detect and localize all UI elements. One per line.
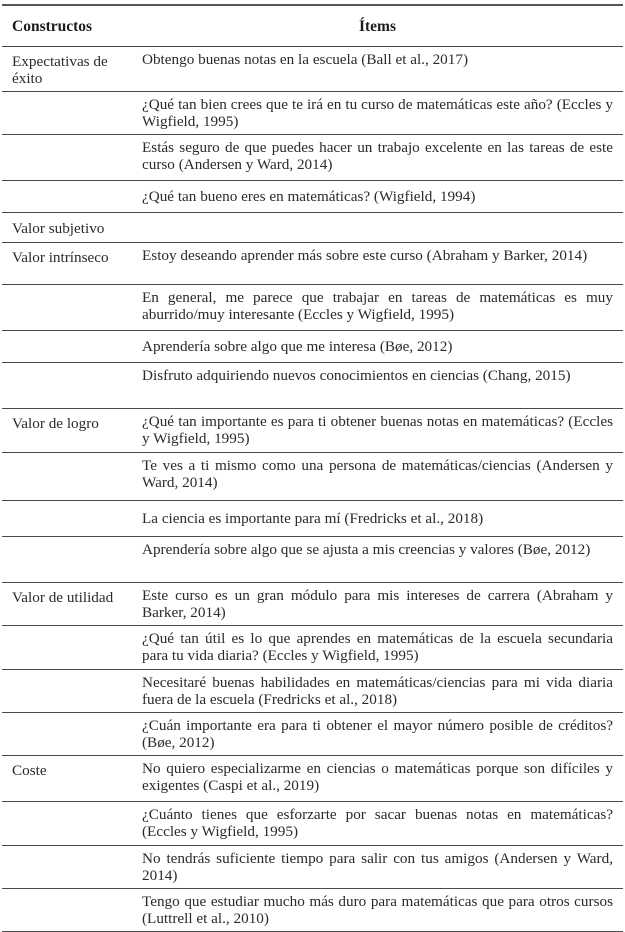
construct-cell [2,501,132,537]
table-header-row [2,5,623,47]
table-row [2,181,623,213]
table-row [2,537,623,583]
table-row [2,583,623,626]
construct-cell: Valor de utilidad [12,589,114,606]
table-row [2,626,623,670]
item-cell: La ciencia es importante para mí (Fredricks et al., 2018) [142,510,484,527]
item-cell: Estoy deseando aprender más sobre este curso (Abraham y Barker, 2014) [142,247,588,264]
construct-cell [2,889,132,932]
item-cell: Estás seguro de que puedes hacer un trabajo excelente en las tareas de este curso (Andersen y Ward, 2014) [142,139,613,173]
item-cell: Aprendería sobre algo que se ajusta a mis creencias y valores (Bøe, 2012) [142,541,591,558]
construct-cell: Expectativas de éxito [12,53,108,87]
construct-cell [2,670,132,713]
table-row [2,802,623,846]
construct-cell [2,135,132,181]
table-row [2,285,623,331]
item-cell: ¿Cuánto tienes que esforzarte por sacar buenas notas en matemáticas? (Eccles y Wigfield, 1995) [142,806,613,840]
item-cell: No tendrás suficiente tiempo para salir con tus amigos (Andersen y Ward, 2014) [142,850,613,884]
table-row [2,363,623,409]
table-row [2,453,623,501]
item-cell: ¿Qué tan bueno eres en matemáticas? (Wigfield, 1994) [142,188,476,205]
item-cell [132,213,623,243]
item-cell: Necesitaré buenas habilidades en matemáticas/ciencias para mi vida diaria fuera de la escuela (Fredricks et al., 2018) [142,674,613,708]
construct-cell [2,453,132,501]
table-row [2,756,623,802]
construct-cell [2,626,132,670]
item-cell: Disfruto adquiriendo nuevos conocimientos en ciencias (Chang, 2015) [142,367,571,384]
item-cell: ¿Qué tan bien crees que te irá en tu curso de matemáticas este año? (Eccles y Wigfield, 1995) [142,96,613,130]
table-row [2,92,623,135]
construct-cell [2,802,132,846]
item-cell: ¿Cuán importante era para ti obtener el mayor número posible de créditos? (Bøe, 2012) [142,717,613,751]
item-cell: Obtengo buenas notas en la escuela (Ball et al., 2017) [142,51,469,68]
table-row [2,889,623,932]
header-constructs: Constructos [12,17,93,35]
construct-cell [2,285,132,331]
construct-cell [2,331,132,363]
table-row [2,846,623,889]
table-row [2,213,623,243]
item-cell: Aprendería sobre algo que me interesa (Bøe, 2012) [142,338,453,355]
table-row [2,243,623,285]
construct-cell [2,181,132,213]
construct-cell [2,537,132,583]
construct-cell [2,846,132,889]
construct-cell: Valor intrínseco [12,249,109,266]
table-row [2,713,623,756]
table-row [2,670,623,713]
construct-cell [2,363,132,409]
item-cell: Tengo que estudiar mucho más duro para matemáticas que para otros cursos (Luttrell et al., 2010) [142,893,613,927]
item-cell: Este curso es un gran módulo para mis intereses de carrera (Abraham y Barker, 2014) [142,587,613,621]
table-row [2,409,623,453]
construct-cell: Valor subjetivo [12,220,105,237]
construct-cell [2,92,132,135]
item-cell: ¿Qué tan útil es lo que aprendes en matemáticas de la escuela secundaria para tu vida diaria? (Eccles y Wigfield, 1995) [142,630,613,664]
construct-cell [2,713,132,756]
table-row [2,331,623,363]
item-cell: ¿Qué tan importante es para ti obtener buenas notas en matemáticas? (Eccles y Wigfield, 1995) [142,413,613,447]
table-row [2,501,623,537]
item-cell: En general, me parece que trabajar en tareas de matemáticas es muy aburrido/muy interesante (Eccles y Wigfield, 1995) [142,289,613,323]
construct-cell: Coste [12,762,47,779]
table-row [2,47,623,92]
constructs-items-table [2,4,623,932]
item-cell: Te ves a ti mismo como una persona de matemáticas/ciencias (Andersen y Ward, 2014) [142,457,613,491]
table-row [2,135,623,181]
item-cell: No quiero especializarme en ciencias o matemáticas porque son difíciles y exigentes (Caspi et al., 2019) [142,760,613,794]
construct-cell: Valor de logro [12,415,99,432]
header-items: Ítems [358,17,397,35]
